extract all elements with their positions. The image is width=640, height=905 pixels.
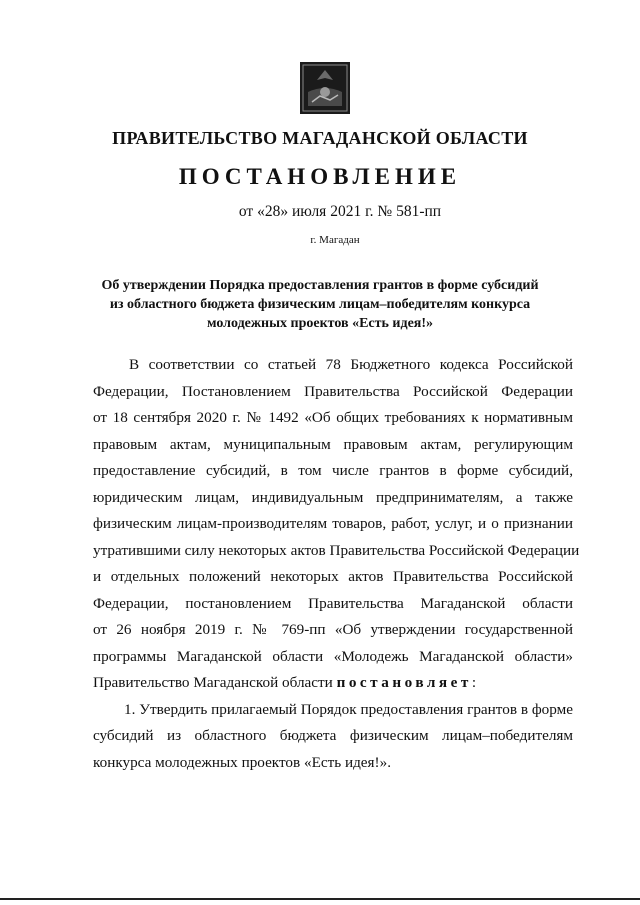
document-type: ПОСТАНОВЛЕНИЕ [178, 164, 462, 189]
document-body [93, 352, 580, 776]
organization-name: ПРАВИТЕЛЬСТВО МАГАДАНСКОЙ ОБЛАСТИ [112, 128, 528, 148]
resolution-prefix: Правительство Магаданской области [93, 674, 333, 691]
item-line: 1. Утвердить прилагаемый Порядок предоставления грантов в форме [124, 700, 573, 718]
title-line: Об утверждении Порядка предоставления грантов в форме субсидий [101, 278, 539, 293]
body-line: Федерации, постановлением Правительства Магаданской области [93, 594, 573, 612]
resolution-suffix: : [471, 674, 477, 691]
body-line: от 26 ноября 2019 г. № 769-пп «Об утверждении государственной [93, 621, 573, 638]
body-line: правовым актам, муниципальным правовым актам, регулирующим [93, 435, 573, 453]
document-title [75, 276, 565, 333]
body-line: программы Магаданской области «Молодежь Магаданской области» [93, 647, 573, 665]
resolution-line [93, 670, 573, 697]
document-city: г. Магадан [310, 234, 360, 246]
title-line: молодежных проектов «Есть идея!» [206, 316, 434, 331]
body-line: юридическим лицам, индивидуальным предпринимателям, а также [93, 488, 573, 506]
page-bottom-rule [0, 898, 640, 900]
title-line: из областного бюджета физическим лицам–победителям конкурса [109, 297, 531, 312]
item-line: конкурса молодежных проектов «Есть идея!». [93, 753, 391, 771]
resolution-word: постановляет [336, 674, 472, 691]
body-line: Федерации, Постановлением Правительства Российской Федерации [93, 382, 573, 400]
body-line: предоставление субсидий, в том числе грантов в форме субсидий, [93, 462, 573, 479]
body-line: от 18 сентября 2020 г. № 1492 «Об общих требованиях к нормативным [93, 409, 573, 426]
body-line: утратившими силу некоторых актов Правительства Российской Федерации [93, 541, 580, 559]
item-line: субсидий из областного бюджета физическим лицам–победителям [93, 727, 573, 744]
body-line: В соответствии со статьей 78 Бюджетного кодекса Российской [129, 356, 573, 373]
document-date-number: от «28» июля 2021 г. № 581-пп [238, 203, 442, 220]
body-line: физическим лицам-производителям товаров, работ, услуг, и о признании [93, 515, 573, 532]
coat-of-arms-icon [300, 62, 350, 114]
body-line: и отдельных положений некоторых актов Правительства Российской [93, 568, 573, 585]
